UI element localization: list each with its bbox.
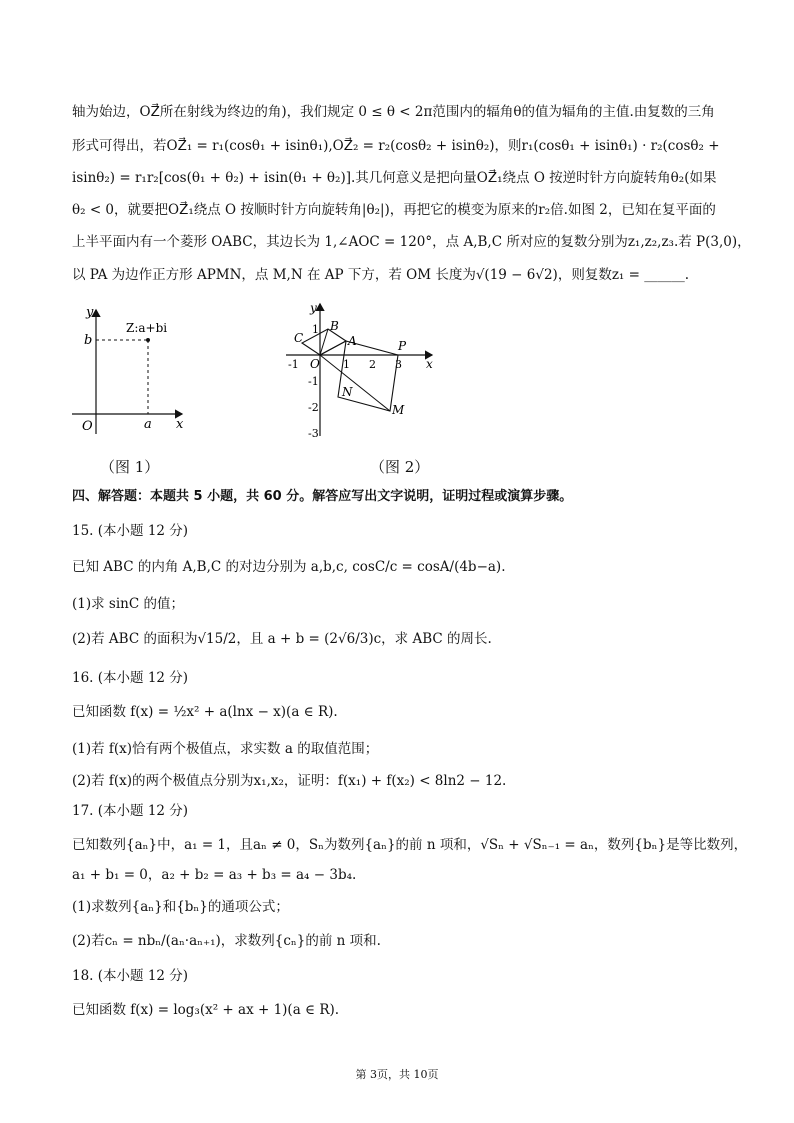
q15-stem: 已知 ABC 的内角 A,B,C 的对边分别为 a,b,c, cosC/c = cosA/(4b−a).: [72, 559, 506, 575]
intro-line-6: 以 PA 为边作正方形 APMN，点 M,N 在 AP 下方，若 OM 长度为√(19 − 6√2)，则复数z₁ = ______.: [72, 267, 690, 283]
q18-stem: 已知函数 f(x) = log₃(x² + ax + 1)(a ∈ R).: [72, 1002, 340, 1018]
fig2-point-n: N: [342, 385, 353, 399]
fig2-point-p: P: [398, 339, 407, 353]
q17-part-2: (2)若cₙ = nbₙ/(aₙ·aₙ₊₁)，求数列{cₙ}的前 n 项和.: [72, 933, 381, 949]
q16-part-1: (1)若 f(x)恰有两个极值点，求实数 a 的取值范围；: [72, 741, 379, 757]
fig2-x-label: x: [426, 357, 433, 371]
q16-stem: 已知函数 f(x) = ½x² + a(lnx − x)(a ∈ R).: [72, 704, 338, 720]
fig2-tick-y-1: 1: [312, 323, 319, 336]
q15-part-1: (1)求 sinC 的值；: [72, 596, 184, 612]
fig2-origin: O: [310, 357, 320, 371]
fig1-point-z: [146, 338, 150, 342]
q17-stem-1: 已知数列{aₙ}中，a₁ = 1，且aₙ ≠ 0，Sₙ为数列{aₙ}的前 n 项和，√Sₙ + √Sₙ₋₁ = aₙ，数列{bₙ}是等比数列，: [72, 837, 748, 853]
fig2-point-m: M: [392, 403, 405, 417]
intro-line-5: 上半平面内有一个菱形 OABC，其边长为 1,∠AOC = 120°，点 A,B,C 所对应的复数分别为z₁,z₂,z₃.若 P(3,0)，: [72, 234, 751, 250]
fig2-tick-x-1: 1: [343, 358, 350, 371]
fig2-tick-y-neg2: -2: [308, 401, 319, 414]
fig1-x-label: x: [176, 417, 184, 432]
fig2-tick-y-neg1: -1: [308, 375, 319, 388]
fig1-b-label: b: [84, 333, 93, 348]
intro-line-2: 形式可得出，若OZ⃗₁ = r₁(cosθ₁ + isinθ₁),OZ⃗₂ = r₂(cosθ₂ + isinθ₂)，则r₁(cosθ₁ + isinθ₁) · r₂(cosθ₂ +: [72, 138, 720, 154]
intro-line-3: isinθ₂) = r₁r₂[cos(θ₁ + θ₂) + isin(θ₁ + θ₂)].其几何意义是把向量OZ⃗₁绕点 O 按逆时针方向旋转角θ₂(如果: [72, 170, 717, 186]
fig1-caption: （图 1）: [100, 458, 160, 476]
fig2-tick-x-neg1: -1: [288, 358, 299, 371]
figure-2: [282, 300, 442, 440]
fig1-point-label: Z:a+bi: [126, 321, 168, 335]
fig2-tick-y-neg3: -3: [308, 427, 319, 440]
fig1-origin: O: [82, 419, 93, 434]
fig2-point-a: A: [348, 334, 357, 348]
fig2-tick-x-3: 3: [395, 358, 402, 371]
section-heading: 四、解答题：本题共 5 小题，共 60 分。解答应写出文字说明，证明过程或演算步骤。: [72, 489, 573, 504]
fig2-segment-om: [320, 355, 390, 411]
fig1-a-label: a: [144, 417, 152, 432]
q15-title: 15. (本小题 12 分): [72, 523, 189, 539]
q17-title: 17. (本小题 12 分): [72, 803, 189, 819]
q18-title: 18. (本小题 12 分): [72, 968, 189, 984]
fig2-y-label: y: [310, 301, 317, 315]
q16-part-2: (2)若 f(x)的两个极值点分别为x₁,x₂，证明：f(x₁) + f(x₂) < 8ln2 − 12.: [72, 773, 507, 789]
page-footer: 第 3页，共 10页: [355, 1068, 439, 1081]
fig2-tick-x-2: 2: [369, 358, 376, 371]
intro-line-1: 轴为始边，OZ⃗所在射线为终边的角)，我们规定 0 ≤ θ < 2π范围内的辐角θ的值为辐角的主值.由复数的三角: [72, 104, 715, 120]
q16-title: 16. (本小题 12 分): [72, 670, 189, 686]
q15-part-2: (2)若 ABC 的面积为√15/2，且 a + b = (2√6/3)c，求 ABC 的周长.: [72, 631, 492, 647]
fig2-point-b: B: [330, 319, 339, 333]
q17-part-1: (1)求数列{aₙ}和{bₙ}的通项公式；: [72, 899, 289, 915]
q17-stem-2: a₁ + b₁ = 0，a₂ + b₂ = a₃ + b₃ = a₄ − 3b₄.: [72, 867, 357, 883]
fig2-point-c: C: [294, 331, 304, 345]
fig2-caption: （图 2）: [370, 458, 430, 476]
figure-1: [70, 304, 200, 439]
fig1-y-label: y: [86, 305, 94, 320]
intro-line-4: θ₂ < 0，就要把OZ⃗₁绕点 O 按顺时针方向旋转角|θ₂|)，再把它的模变为原来的r₂倍.如图 2，已知在复平面的: [72, 202, 716, 218]
